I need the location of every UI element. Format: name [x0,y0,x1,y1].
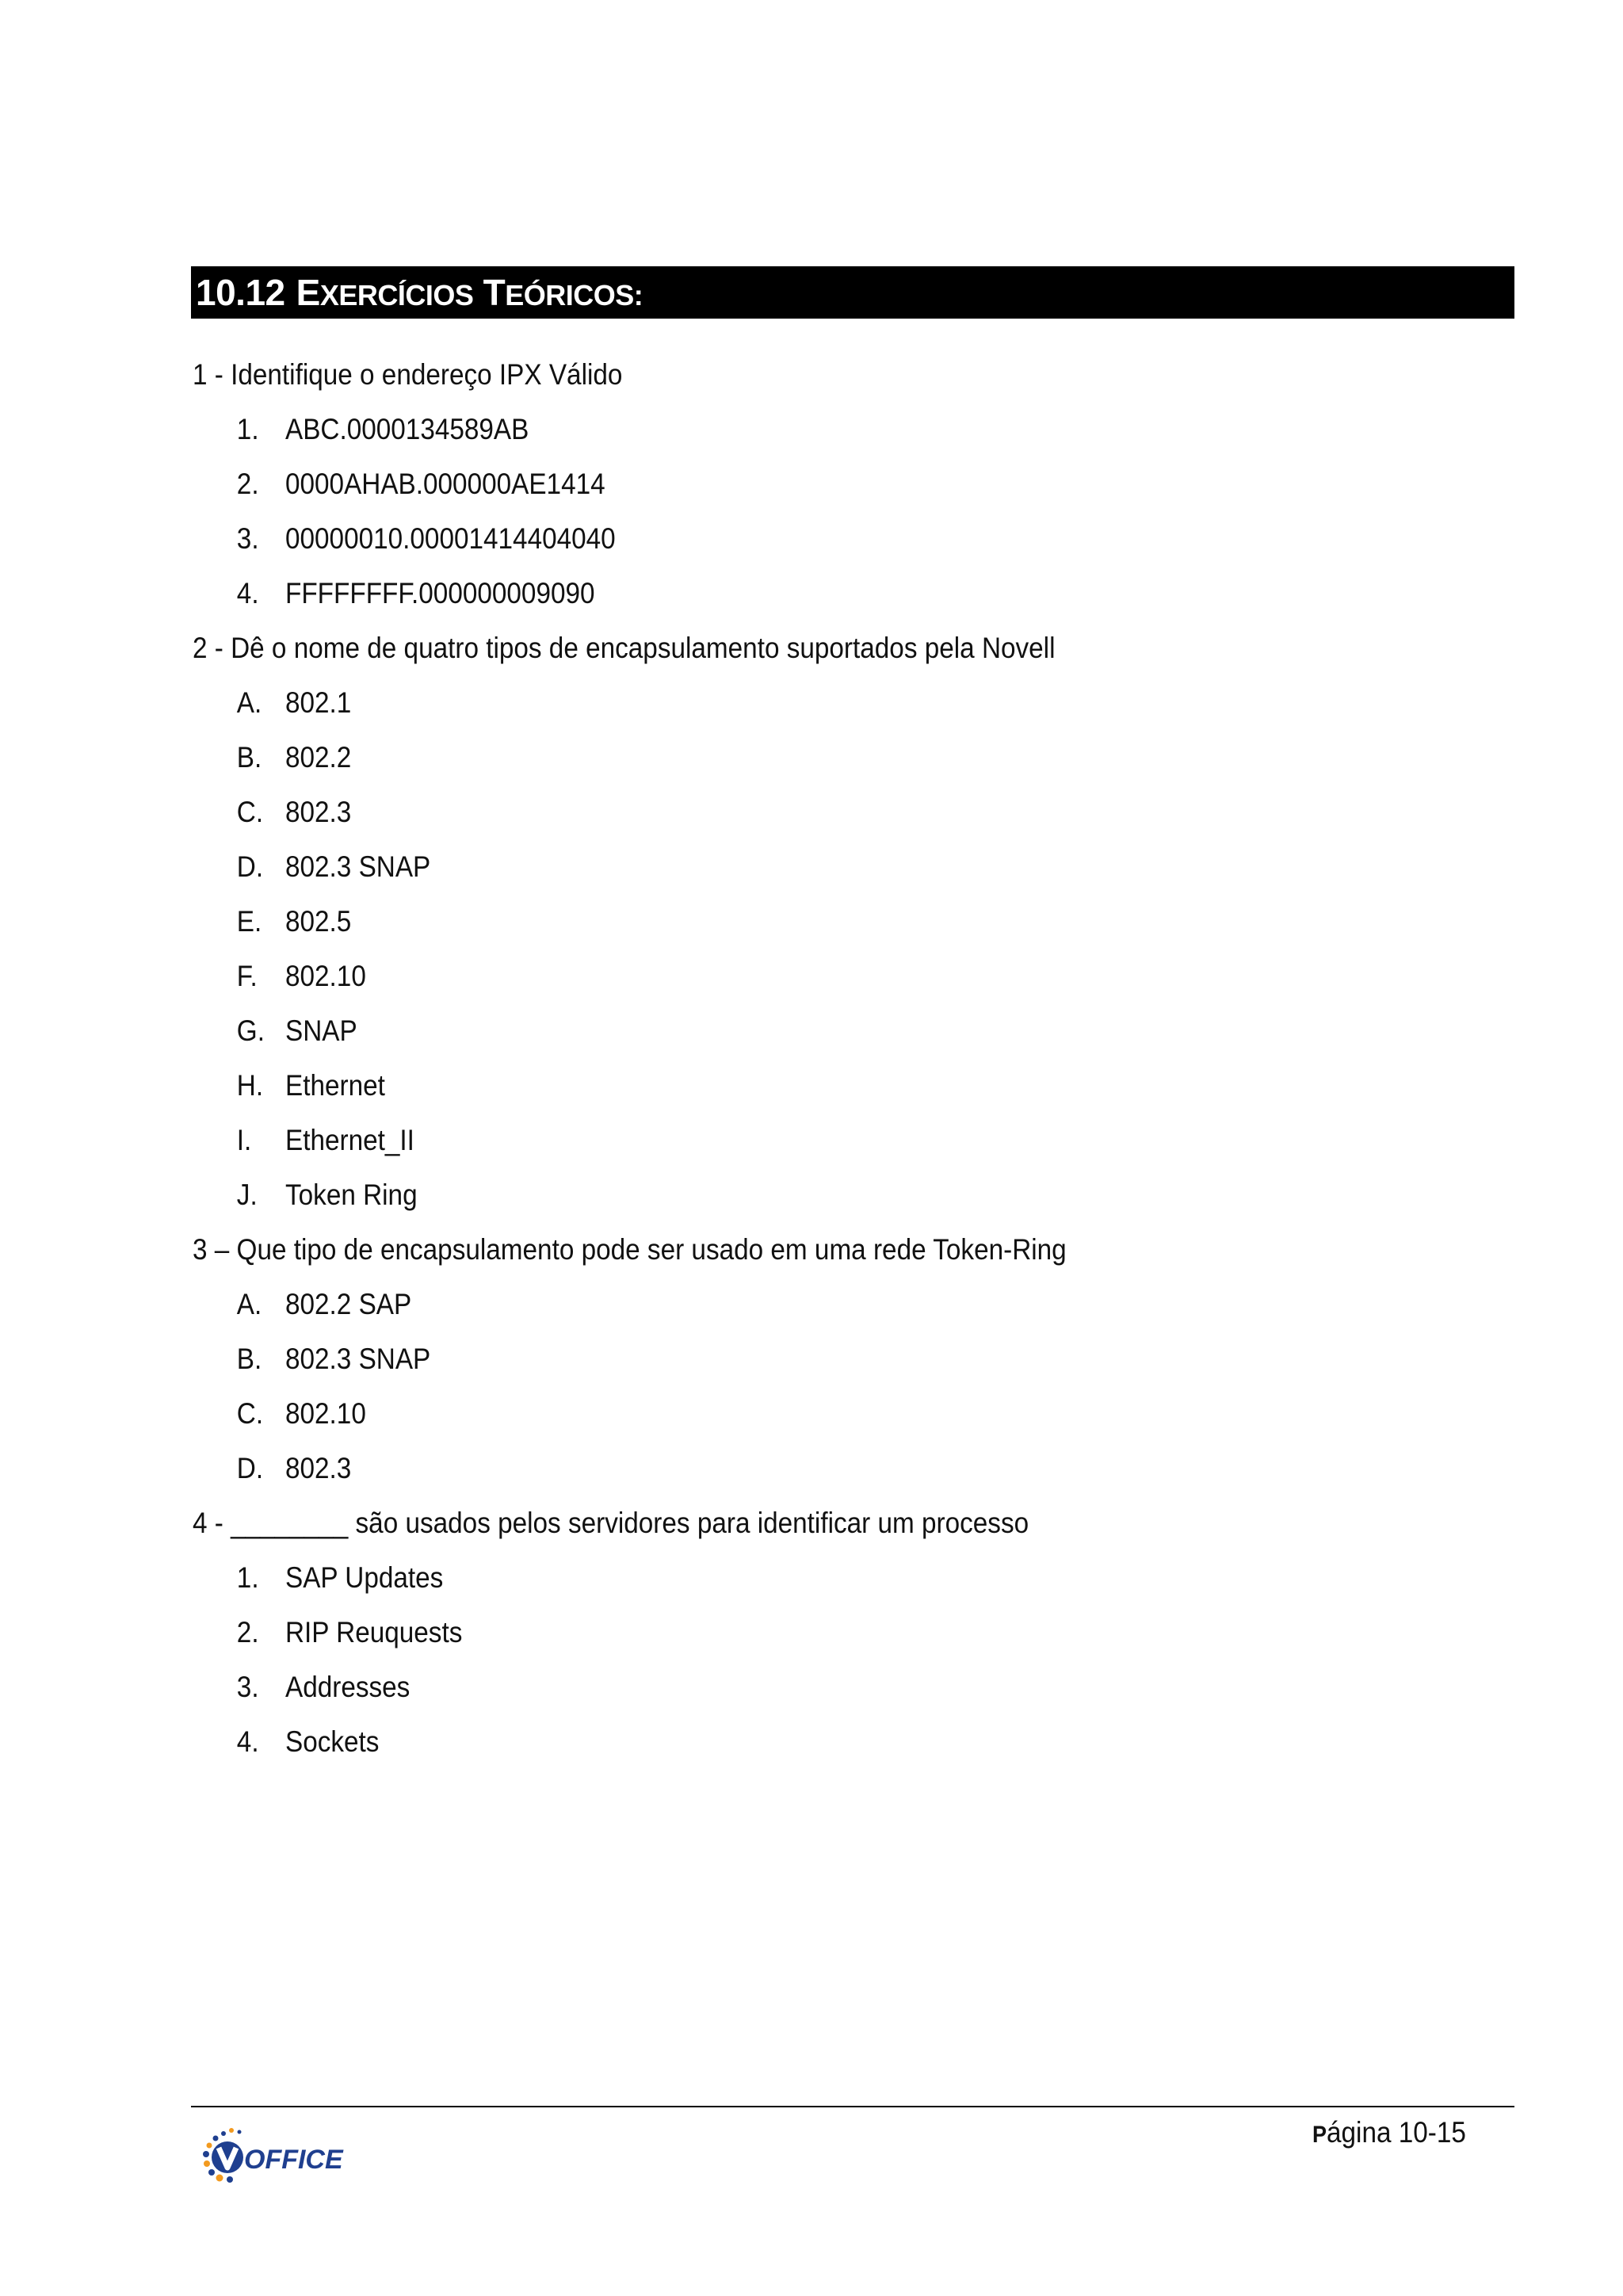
option-label: 00000010.00001414404040 [285,522,616,555]
answer-option [193,1660,1369,1714]
answer-option [193,785,1369,839]
option-label: Token Ring [285,1179,418,1211]
answer-option [193,457,1369,511]
option-label: 802.3 [285,1452,352,1484]
answer-option [193,1113,1369,1167]
option-marker: D. [236,1452,264,1484]
answer-option [193,511,1369,566]
question-1: 1 - Identifique o endereço IPX Válido [193,358,623,391]
answer-option [193,402,1369,457]
answer-option [193,1550,1369,1605]
option-marker: A. [236,1288,262,1320]
option-marker: 4. [236,1725,259,1758]
answer-option [193,675,1369,730]
option-marker: 2. [236,468,259,500]
logo-text: OFFICE [244,2145,343,2175]
option-marker: 4. [236,577,259,609]
option-marker: 3. [236,1671,259,1703]
option-label: 802.10 [285,960,366,992]
option-marker: E. [236,905,262,938]
option-marker: 3. [236,522,259,555]
option-label: 802.1 [285,686,352,719]
option-label: Ethernet [285,1069,385,1102]
answer-option [193,949,1369,1003]
option-label: SAP Updates [285,1561,444,1594]
answer-option [193,1003,1369,1058]
option-marker: H. [236,1069,264,1102]
option-label: 802.3 [285,796,352,828]
option-label: ABC.0000134589AB [285,413,529,445]
option-label: 0000AHAB.000000AE1414 [285,468,605,500]
section-number: 10.12 [196,272,285,313]
option-label: Sockets [285,1725,380,1758]
answer-option [193,1386,1369,1441]
page-label: ágina 10-15 [1327,2116,1466,2149]
option-label: FFFFFFFF.000000009090 [285,577,595,609]
section-title: EXERCÍCIOS TEÓRICOS: [296,272,643,313]
option-marker: D. [236,850,264,883]
option-label: RIP Reuquests [285,1616,463,1648]
option-marker: C. [236,1397,264,1430]
answer-option [193,1331,1369,1386]
answer-option [193,1714,1369,1769]
answer-option [193,730,1369,785]
answer-option [193,1441,1369,1496]
option-label: Ethernet_II [285,1124,414,1156]
answer-option [193,1058,1369,1113]
exercise-list [193,347,1500,1769]
option-marker: 2. [236,1616,259,1648]
page-number [1312,2116,1466,2149]
question-2: 2 - Dê o nome de quatro tipos de encapsulamento suportados pela Novell [193,632,1056,664]
answer-option [193,1605,1369,1660]
option-marker: J. [236,1179,258,1211]
option-marker: B. [236,1343,262,1375]
answer-option [193,1277,1369,1331]
footer-divider [191,2106,1514,2107]
voffice-logo [192,2108,358,2187]
option-label: 802.2 SAP [285,1288,412,1320]
option-marker: F. [236,960,258,992]
option-marker: B. [236,741,262,774]
option-marker: C. [236,796,264,828]
answer-option [193,839,1369,894]
option-marker: 1. [236,1561,259,1594]
question-3: 3 – Que tipo de encapsulamento pode ser usado em uma rede Token-Ring [193,1233,1067,1266]
option-marker: A. [236,686,262,719]
option-label: Addresses [285,1671,411,1703]
answer-option [193,1167,1369,1222]
option-label: SNAP [285,1014,357,1047]
page-prefix: P [1312,2122,1327,2148]
section-heading [191,266,1514,319]
option-marker: 1. [236,413,259,445]
option-label: 802.10 [285,1397,366,1430]
option-label: 802.3 SNAP [285,850,431,883]
option-label: 802.5 [285,905,352,938]
answer-option [193,894,1369,949]
option-marker: G. [236,1014,265,1047]
option-marker: I. [236,1124,252,1156]
answer-option [193,566,1369,621]
question-4: 4 - ________ são usados pelos servidores para identificar um processo [193,1507,1029,1539]
option-label: 802.3 SNAP [285,1343,431,1375]
option-label: 802.2 [285,741,352,774]
